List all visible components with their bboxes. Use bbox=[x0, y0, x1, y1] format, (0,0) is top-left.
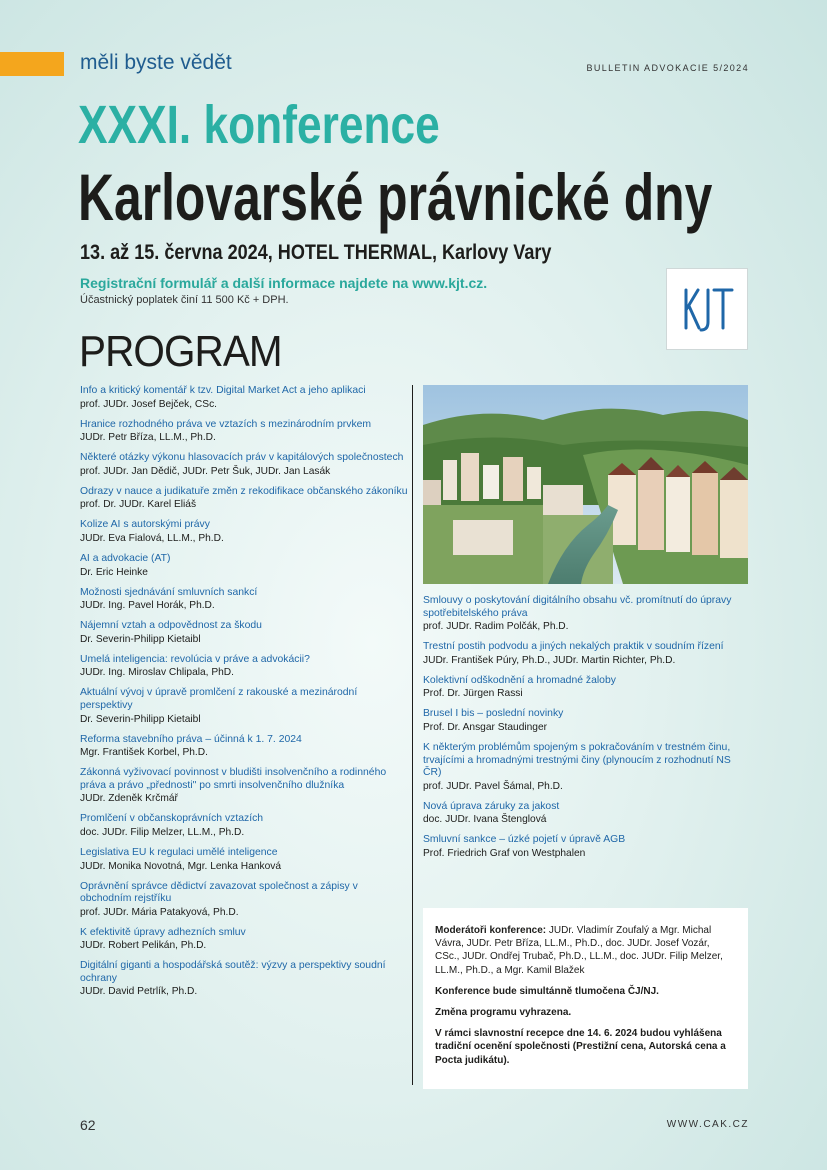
talk-speaker: prof. JUDr. Jan Dědič, JUDr. Petr Šuk, JUDr. Jan Lasák bbox=[80, 465, 331, 477]
program-item bbox=[423, 742, 749, 793]
conference-info-box bbox=[423, 908, 748, 1089]
talk-speaker: JUDr. František Púry, Ph.D., JUDr. Martin Richter, Ph.D. bbox=[423, 654, 676, 666]
talk-title: Oprávnění správce dědictví zavazovat společnost a zápisy v obchodním rejstříku bbox=[80, 880, 358, 905]
talk-speaker: JUDr. Zdeněk Krčmář bbox=[80, 793, 178, 805]
talk-title: Brusel I bis – poslední novinky bbox=[423, 708, 564, 720]
conference-name-title: Karlovarské právnické dny bbox=[78, 160, 713, 234]
program-item bbox=[80, 553, 408, 579]
talk-title: Nájemní vztah a odpovědnost za škodu bbox=[80, 620, 262, 632]
talk-speaker: Dr. Eric Heinke bbox=[80, 566, 148, 578]
program-item bbox=[80, 452, 408, 478]
program-item bbox=[80, 881, 408, 919]
participation-fee: Účastnický poplatek činí 11 500 Kč + DPH. bbox=[80, 294, 289, 306]
moderators-label: Moderátoři konference: bbox=[435, 925, 547, 936]
interpretation-note: Konference bude simultánně tlumočena ČJ/NJ. bbox=[435, 985, 659, 997]
talk-speaker: Prof. Friedrich Graf von Westphalen bbox=[423, 847, 586, 859]
talk-title: Promlčení v občanskoprávních vztazích bbox=[80, 813, 264, 825]
talk-speaker: JUDr. Eva Fialová, LL.M., Ph.D. bbox=[80, 532, 224, 544]
program-item bbox=[80, 813, 408, 839]
footer-website[interactable]: WWW.CAK.CZ bbox=[666, 1119, 749, 1130]
talk-speaker: JUDr. Monika Novotná, Mgr. Lenka Hanková bbox=[80, 860, 282, 872]
talk-speaker: prof. JUDr. Pavel Šámal, Ph.D. bbox=[423, 780, 563, 792]
talk-title: Možnosti sjednávání smluvních sankcí bbox=[80, 586, 258, 598]
talk-speaker: Dr. Severin-Philipp Kietaibl bbox=[80, 633, 201, 645]
talk-speaker: prof. JUDr. Mária Patakyová, Ph.D. bbox=[80, 906, 239, 918]
talk-speaker: Dr. Severin-Philipp Kietaibl bbox=[80, 713, 201, 725]
moderators-paragraph bbox=[435, 924, 736, 977]
talk-speaker: JUDr. Ing. Miroslav Chlipala, PhD. bbox=[80, 667, 234, 679]
program-item bbox=[423, 708, 749, 734]
talk-title: Zákonná vyživovací povinnost v bludišti insolvenčního a rodinného práva a právo „přednosti" po smrti insolvenčního dlužníka bbox=[80, 767, 387, 791]
karlovy-vary-photo bbox=[423, 385, 748, 584]
talk-title: Nová úprava záruky za jakost bbox=[423, 800, 560, 812]
talk-speaker: prof. Dr. JUDr. Karel Eliáš bbox=[80, 499, 197, 511]
talk-title: Umelá inteligencia: revolúcia v práve a advokácii? bbox=[80, 653, 310, 665]
program-item bbox=[423, 641, 749, 667]
talk-speaker: prof. JUDr. Radim Polčák, Ph.D. bbox=[423, 621, 569, 633]
talk-title: Kolize AI s autorskými právy bbox=[80, 519, 210, 531]
talk-title: K efektivitě úpravy adhezních smluv bbox=[80, 926, 246, 938]
kjt-logo bbox=[666, 268, 748, 350]
program-item bbox=[80, 927, 408, 953]
kjt-logo-icon bbox=[676, 278, 738, 340]
column-divider bbox=[412, 385, 413, 1085]
program-item bbox=[80, 587, 408, 613]
program-item bbox=[80, 486, 408, 512]
talk-title: Odrazy v nauce a judikatuře změn z rekodifikace občanského zákoníku bbox=[80, 485, 408, 497]
program-item bbox=[80, 519, 408, 545]
program-item bbox=[80, 419, 408, 445]
registration-info[interactable]: Registrační formulář a další informace najdete na www.kjt.cz. bbox=[80, 275, 488, 291]
program-item bbox=[423, 834, 749, 860]
talk-speaker: prof. JUDr. Josef Bejček, CSc. bbox=[80, 398, 218, 410]
talk-speaker: JUDr. David Petrlík, Ph.D. bbox=[80, 986, 198, 998]
talk-title: Legislativa EU k regulaci umělé inteligence bbox=[80, 846, 278, 858]
bulletin-issue: BULLETIN ADVOKACIE 5/2024 bbox=[586, 63, 749, 73]
program-item bbox=[80, 620, 408, 646]
talk-title: AI a advokacie (AT) bbox=[80, 552, 171, 564]
program-item bbox=[423, 675, 749, 701]
reception-note: V rámci slavnostní recepce dne 14. 6. 2024 budou vyhlášena tradiční ocenění společnosti (Prestižní cena, Autorská cena a Pocta judikátu). bbox=[435, 1028, 726, 1066]
talk-title: Info a kritický komentář k tzv. Digital Market Act a jeho aplikaci bbox=[80, 385, 366, 396]
talk-title: K některým problémům spojeným s pokračováním v trestném činu, trvajícími a hromadnými trestnými činy (plynoucím z rozhodnutí NS ČR) bbox=[423, 741, 731, 779]
page-number: 62 bbox=[80, 1117, 96, 1133]
program-item bbox=[423, 801, 749, 827]
program-list-left bbox=[80, 385, 408, 1006]
program-item bbox=[80, 847, 408, 873]
program-item bbox=[423, 595, 749, 633]
program-item bbox=[80, 654, 408, 680]
program-item bbox=[80, 687, 408, 725]
talk-speaker: Prof. Dr. Jürgen Rassi bbox=[423, 688, 523, 700]
talk-title: Reforma stavebního práva – účinná k 1. 7. 2024 bbox=[80, 733, 302, 745]
program-list-right bbox=[423, 595, 749, 868]
talk-speaker: JUDr. Ing. Pavel Horák, Ph.D. bbox=[80, 600, 215, 612]
section-accent-tab bbox=[0, 52, 64, 76]
program-change-note: Změna programu vyhrazena. bbox=[435, 1007, 572, 1019]
program-heading: PROGRAM bbox=[79, 327, 282, 376]
talk-title: Trestní postih podvodu a jiných nekalých praktik v soudním řízení bbox=[423, 641, 724, 653]
talk-speaker: JUDr. Petr Bříza, LL.M., Ph.D. bbox=[80, 432, 216, 444]
program-item bbox=[80, 767, 408, 805]
conference-dates: 13. až 15. června 2024, HOTEL THERMAL, Karlovy Vary bbox=[80, 241, 552, 264]
talk-title: Smluvní sankce – úzké pojetí v úpravě AGB bbox=[423, 834, 626, 846]
conference-number-title: XXXI. konference bbox=[78, 95, 440, 155]
talk-speaker: Mgr. František Korbel, Ph.D. bbox=[80, 747, 208, 759]
talk-speaker: doc. JUDr. Filip Melzer, LL.M., Ph.D. bbox=[80, 826, 245, 838]
program-item bbox=[80, 385, 408, 411]
talk-title: Digitální giganti a hospodářská soutěž: výzvy a perspektivy soudní ochrany bbox=[80, 960, 386, 984]
talk-speaker: doc. JUDr. Ivana Štenglová bbox=[423, 814, 547, 826]
program-item bbox=[80, 960, 408, 998]
moderators-list: JUDr. Vladimír Zoufalý a Mgr. Michal Vávra, JUDr. Petr Bříza, LL.M., Ph.D., doc. JUDr. Josef Vozár, CSc., JUDr. Ondřej Trubač, Ph.D., LL.M., doc. JUDr. Filip Melzer, LL.M., Ph.D., a Mgr. Kamil Blažek bbox=[435, 925, 723, 976]
talk-title: Hranice rozhodného práva ve vztazích s mezinárodním prvkem bbox=[80, 418, 372, 430]
program-item bbox=[80, 734, 408, 760]
section-label: měli byste vědět bbox=[80, 51, 232, 74]
talk-title: Některé otázky výkonu hlasovacích práv v kapitálových společnostech bbox=[80, 452, 404, 464]
talk-title: Kolektivní odškodnění a hromadné žaloby bbox=[423, 674, 616, 686]
talk-speaker: JUDr. Robert Pelikán, Ph.D. bbox=[80, 940, 207, 952]
town-photo-illustration bbox=[423, 385, 748, 584]
talk-title: Aktuální vývoj v úpravě promlčení z rakouské a mezinárodní perspektivy bbox=[80, 687, 358, 711]
talk-title: Smlouvy o poskytování digitálního obsahu vč. promítnutí do úpravy spotřebitelského práva bbox=[423, 595, 732, 619]
talk-speaker: Prof. Dr. Ansgar Staudinger bbox=[423, 721, 548, 733]
